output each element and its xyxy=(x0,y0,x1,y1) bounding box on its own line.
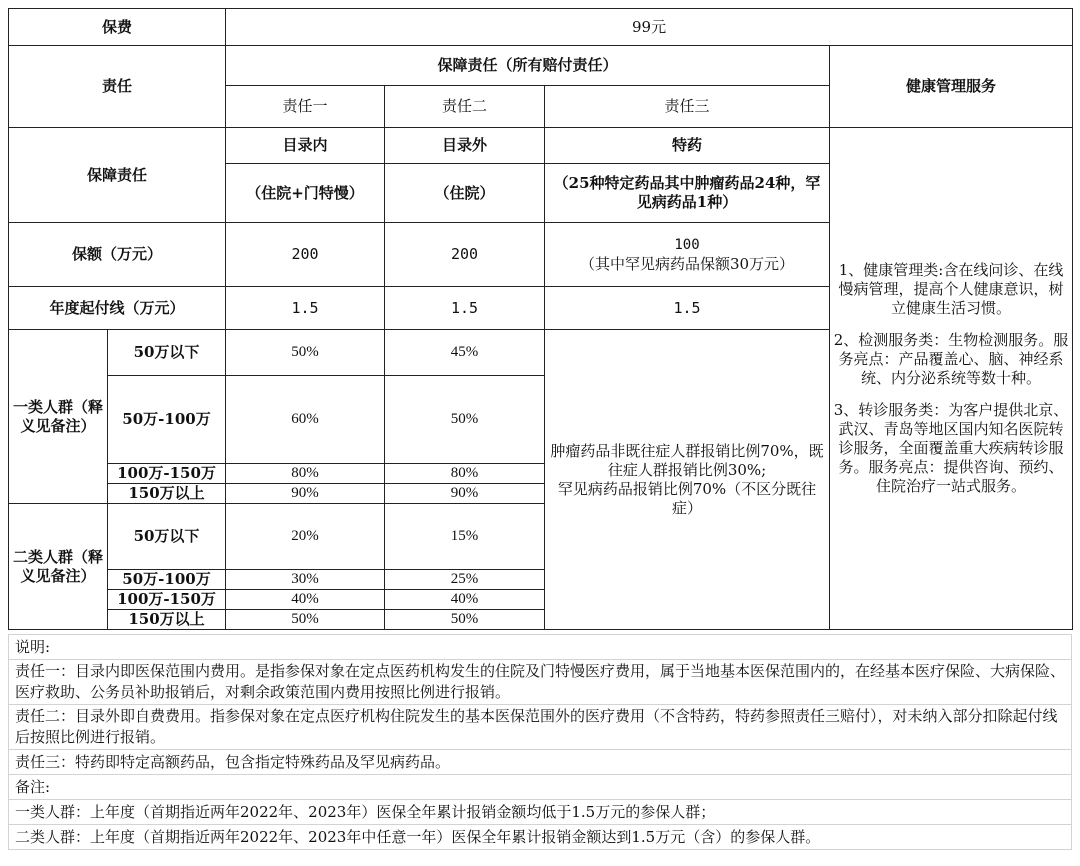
duty3-ratio: 肿瘤药品非既往症人群报销比例70%，既往症人群报销比例30%; 罕见病药品报销比例70%（不区分既往症） xyxy=(545,330,830,630)
duty1-scope: 目录内 xyxy=(226,128,385,164)
deductible-duty3: 1.5 xyxy=(545,287,830,330)
amount-duty1: 200 xyxy=(226,223,385,287)
note-group1: 一类人群：上年度（首期指近两年2022年、2023年）医保全年累计报销金额均低于1.5万元的参保人群； xyxy=(9,800,1071,825)
deductible-duty2: 1.5 xyxy=(385,287,545,330)
group1-duty1-2: 80% xyxy=(226,464,385,484)
premium-value: 99元 xyxy=(226,9,1073,46)
group2-duty2-1: 25% xyxy=(385,570,545,590)
duty2-scope: 目录外 xyxy=(385,128,545,164)
group2-range-0: 50万以下 xyxy=(108,504,226,570)
deductible-duty1: 1.5 xyxy=(226,287,385,330)
group2-duty1-3: 50% xyxy=(226,610,385,630)
health-item-1: 1、健康管理类:含在线问诊、在线慢病管理，提高个人健康意识，树立健康生活习惯。 xyxy=(838,261,1064,317)
health-service-header: 健康管理服务 xyxy=(830,46,1073,128)
note-duty2: 责任二：目录外即自费费用。指参保对象在定点医疗机构住院发生的基本医保范围外的医疗费用（不含特药，特药参照责任三赔付），对未纳入部分扣除起付线后按照比例进行报销。 xyxy=(9,705,1071,750)
group2-duty2-2: 40% xyxy=(385,590,545,610)
coverage-label: 保障责任 xyxy=(9,128,226,223)
note-explain-title: 说明: xyxy=(9,635,1071,660)
group2-range-3: 150万以上 xyxy=(108,610,226,630)
duty3-header: 责任三 xyxy=(545,86,830,128)
duty2-sub: （住院） xyxy=(385,164,545,223)
notes-section xyxy=(8,634,1072,850)
premium-label: 保费 xyxy=(9,9,226,46)
group2-duty1-0: 20% xyxy=(226,504,385,570)
deductible-label: 年度起付线（万元） xyxy=(9,287,226,330)
group1-duty1-0: 50% xyxy=(226,330,385,376)
group1-duty2-0: 45% xyxy=(385,330,545,376)
amount-duty3 xyxy=(545,223,830,287)
note-duty3: 责任三：特药即特定高额药品，包含指定特殊药品及罕见病药品。 xyxy=(9,750,1071,775)
health-item-2: 2、检测服务类：生物检测服务。服务亮点：产品覆盖心、脑、神经系统、内分泌系统等数十种。 xyxy=(833,331,1069,387)
duty3-scope: 特药 xyxy=(545,128,830,164)
health-service-detail xyxy=(830,128,1073,630)
coverage-group-header: 保障责任（所有赔付责任） xyxy=(226,46,830,86)
group1-duty1-1: 60% xyxy=(226,376,385,464)
group1-range-0: 50万以下 xyxy=(108,330,226,376)
group2-range-1: 50万-100万 xyxy=(108,570,226,590)
amount-label: 保额（万元） xyxy=(9,223,226,287)
duty3-sub: （25种特定药品其中肿瘤药品24种，罕见病药品1种） xyxy=(545,164,830,223)
group2-duty1-2: 40% xyxy=(226,590,385,610)
group2-duty2-3: 50% xyxy=(385,610,545,630)
duty1-header: 责任一 xyxy=(226,86,385,128)
group2-duty1-1: 30% xyxy=(226,570,385,590)
amount-duty2: 200 xyxy=(385,223,545,287)
health-item-3: 3、转诊服务类：为客户提供北京、武汉、青岛等地区国内知名医院转诊服务，全面覆盖重大疾病转诊服务。服务亮点：提供咨询、预约、住院治疗一站式服务。 xyxy=(833,401,1069,495)
group1-duty2-2: 80% xyxy=(385,464,545,484)
responsibility-header: 责任 xyxy=(9,46,226,128)
note-remark-title: 备注: xyxy=(9,775,1071,800)
group1-duty2-1: 50% xyxy=(385,376,545,464)
group1-duty1-3: 90% xyxy=(226,484,385,504)
group2-label: 二类人群（释义见备注） xyxy=(9,504,108,630)
group2-range-2: 100万-150万 xyxy=(108,590,226,610)
duty1-sub: （住院+门特慢） xyxy=(226,164,385,223)
group1-range-3: 150万以上 xyxy=(108,484,226,504)
note-group2: 二类人群：上年度（首期指近两年2022年、2023年中任意一年）医保全年累计报销金额达到1.5万元（含）的参保人群。 xyxy=(9,825,1071,850)
duty2-header: 责任二 xyxy=(385,86,545,128)
group2-duty2-0: 15% xyxy=(385,504,545,570)
amount-duty3-main: 100 xyxy=(674,236,700,253)
group1-label: 一类人群（释义见备注） xyxy=(9,330,108,504)
group1-range-1: 50万-100万 xyxy=(108,376,226,464)
amount-duty3-note: （其中罕见病药品保额30万元） xyxy=(579,254,795,273)
coverage-table xyxy=(8,8,1073,630)
group1-range-2: 100万-150万 xyxy=(108,464,226,484)
group1-duty2-3: 90% xyxy=(385,484,545,504)
note-duty1: 责任一：目录内即医保范围内费用。是指参保对象在定点医药机构发生的住院及门特慢医疗费用，属于当地基本医保范围内的，在经基本医疗保险、大病保险、医疗救助、公务员补助报销后，对剩余政策范围内费用按照比例进行报销。 xyxy=(9,660,1071,705)
